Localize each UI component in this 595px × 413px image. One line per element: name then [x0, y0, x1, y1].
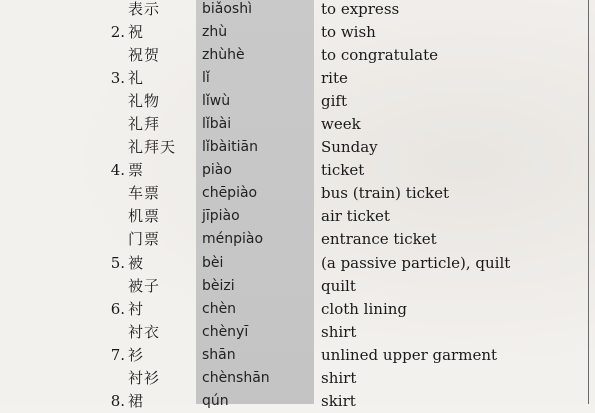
entry-hanzi: 机票 [128, 207, 161, 225]
vocab-row [0, 275, 595, 298]
entry-pinyin: chènshān [202, 370, 270, 386]
vocab-row [0, 344, 595, 367]
entry-pinyin: qún [202, 393, 229, 409]
vocab-row [0, 0, 595, 21]
entry-gloss: shirt [321, 323, 357, 341]
entry-pinyin: lǐbàitiān [202, 139, 258, 155]
entry-gloss: skirt [321, 392, 356, 410]
entry-number: 6. [110, 300, 125, 318]
entry-number: 4. [110, 161, 125, 179]
entry-gloss: Sunday [321, 138, 378, 156]
entry-pinyin: zhù [202, 24, 228, 40]
entry-pinyin: lǐbài [202, 116, 232, 132]
entry-pinyin: chēpiào [202, 185, 258, 201]
entry-pinyin: ménpiào [202, 231, 264, 247]
entry-hanzi: 衫 [128, 346, 145, 364]
entry-gloss: air ticket [321, 207, 390, 225]
entry-pinyin: jīpiào [202, 208, 240, 224]
entry-gloss: ticket [321, 161, 365, 179]
entry-gloss: bus (train) ticket [321, 184, 450, 202]
entry-hanzi: 门票 [128, 230, 161, 248]
entry-gloss: to congratulate [321, 46, 438, 64]
entry-gloss: cloth lining [321, 300, 408, 318]
entry-gloss: rite [321, 69, 348, 87]
entry-pinyin: bèi [202, 255, 224, 271]
vocab-row [0, 205, 595, 228]
vocab-row [0, 159, 595, 182]
entry-gloss: week [321, 115, 361, 133]
entry-hanzi: 车票 [128, 184, 161, 202]
entry-hanzi: 衬 [128, 300, 145, 318]
entry-gloss: to wish [321, 23, 376, 41]
entry-number: 7. [110, 346, 125, 364]
entry-number: 2. [110, 23, 125, 41]
entry-pinyin: shān [202, 347, 236, 363]
entry-hanzi: 表示 [128, 0, 161, 18]
vocab-row [0, 113, 595, 136]
entry-pinyin: biǎoshì [202, 1, 252, 17]
entry-hanzi: 礼物 [128, 92, 161, 110]
vocab-row [0, 390, 595, 413]
entry-gloss: gift [321, 92, 347, 110]
vocab-row [0, 136, 595, 159]
entry-hanzi: 礼 [128, 69, 145, 87]
entry-pinyin: zhùhè [202, 47, 245, 63]
entry-pinyin: bèizi [202, 278, 235, 294]
entry-pinyin: lǐ [202, 70, 210, 86]
entry-hanzi: 衬衫 [128, 369, 161, 387]
vocab-row [0, 90, 595, 113]
entry-number: 5. [110, 254, 125, 272]
entry-gloss: shirt [321, 369, 357, 387]
entry-gloss: entrance ticket [321, 230, 437, 248]
entry-pinyin: chèn [202, 301, 237, 317]
entry-hanzi: 祝 [128, 23, 145, 41]
entry-hanzi: 票 [128, 161, 145, 179]
entry-hanzi: 礼拜天 [128, 138, 177, 156]
entry-hanzi: 祝贺 [128, 46, 161, 64]
entry-hanzi: 裙 [128, 392, 145, 410]
vocab-row [0, 21, 595, 44]
entry-number: 3. [110, 69, 125, 87]
entry-gloss: quilt [321, 277, 356, 295]
entry-gloss: unlined upper garment [321, 346, 498, 364]
entry-number: 8. [110, 392, 125, 410]
vocab-row [0, 228, 595, 251]
entry-hanzi: 礼拜 [128, 115, 161, 133]
entry-hanzi: 衬衣 [128, 323, 161, 341]
vocab-row [0, 182, 595, 205]
vocab-row [0, 321, 595, 344]
vocab-row [0, 367, 595, 390]
vocab-row [0, 44, 595, 67]
vocab-row [0, 67, 595, 90]
entry-pinyin: piào [202, 162, 232, 178]
entry-gloss: (a passive particle), quilt [321, 254, 511, 272]
entry-hanzi: 被子 [128, 277, 161, 295]
entry-hanzi: 被 [128, 254, 145, 272]
entry-pinyin: chènyī [202, 324, 249, 340]
entry-pinyin: lǐwù [202, 93, 231, 109]
entry-gloss: to express [321, 0, 400, 18]
vocab-row [0, 298, 595, 321]
vocab-row [0, 252, 595, 275]
